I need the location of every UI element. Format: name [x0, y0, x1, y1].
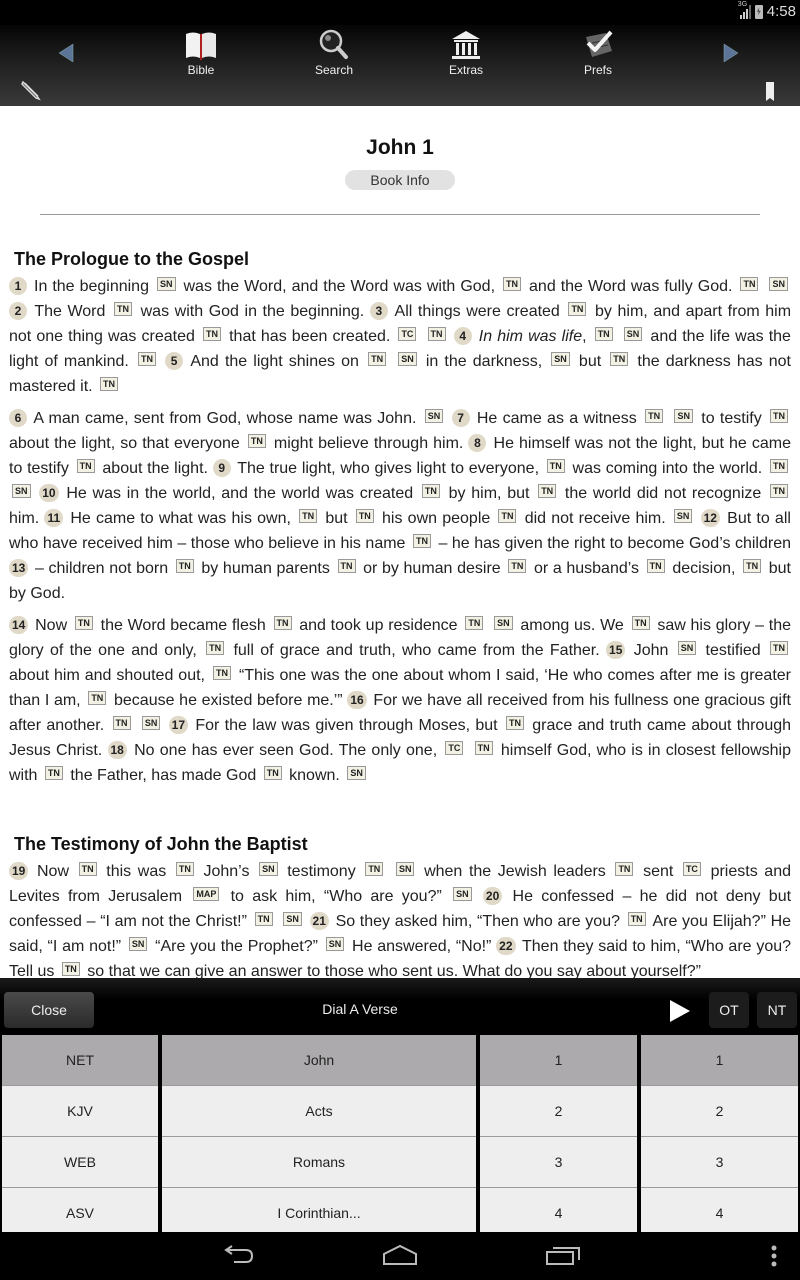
old-testament-button[interactable]: OT — [709, 992, 749, 1028]
verse-text: He came to what was his own, — [70, 510, 291, 527]
note-sn-button[interactable]: SN — [326, 937, 345, 951]
translation-option[interactable]: KJV — [2, 1086, 158, 1137]
verse-number[interactable]: 19 — [9, 862, 28, 880]
note-tn-button[interactable]: TN — [615, 862, 633, 876]
verse-text: No one has ever seen God. The only one, — [134, 742, 438, 759]
note-tn-button[interactable]: TN — [770, 409, 788, 423]
verse-number[interactable]: 2 — [9, 302, 27, 320]
verse-text: known. — [289, 767, 340, 784]
note-sn-button[interactable]: SN — [674, 409, 693, 423]
verse-text: Now — [36, 863, 69, 880]
verse-number[interactable]: 17 — [169, 716, 188, 734]
verse-text: priests and Levites from Jerusalem — [9, 863, 792, 905]
translation-option[interactable]: NET — [2, 1035, 158, 1086]
note-tc-button[interactable]: TC — [398, 327, 416, 341]
verse-text: Now — [35, 617, 68, 634]
book-info-button[interactable]: Book Info — [345, 170, 455, 190]
verse-text: So they asked him, “Then who are you? — [335, 913, 620, 930]
book-option[interactable]: I Corinthian... — [162, 1188, 476, 1232]
new-testament-button[interactable]: NT — [757, 992, 797, 1028]
book-wheel[interactable] — [162, 1035, 476, 1232]
verse-text: testified — [705, 642, 761, 659]
verse-text: “Are you the Prophet?” — [155, 938, 318, 955]
note-tn-button[interactable]: TN — [45, 766, 63, 780]
note-tn-button[interactable]: TN — [743, 559, 761, 573]
section-testimony — [0, 834, 800, 978]
chapter-wheel[interactable] — [480, 1035, 637, 1232]
toolbar-search-label: Search — [314, 63, 354, 77]
note-sn-button[interactable]: SN — [12, 484, 31, 498]
verse-text: For the law was given through Moses, but — [195, 717, 498, 734]
note-tn-button[interactable]: TN — [203, 327, 221, 341]
toolbar-prefs-button[interactable] — [553, 29, 643, 77]
verse-text: the Father, has made God — [70, 767, 257, 784]
divider — [40, 214, 760, 215]
verse-text: among us. We — [520, 617, 624, 634]
note-tn-button[interactable]: TN — [75, 616, 93, 630]
verse-text: – children not born — [35, 560, 169, 577]
verse-text: All things were created — [394, 303, 560, 320]
triangle-right-icon — [721, 42, 741, 64]
note-tn-button[interactable]: TN — [113, 716, 131, 730]
verse-text: He came as a witness — [476, 410, 637, 427]
note-tn-button[interactable]: TN — [506, 716, 524, 730]
dial-header — [0, 978, 800, 1033]
note-sn-button[interactable]: SN — [769, 277, 788, 291]
play-icon — [666, 998, 692, 1024]
note-tn-button[interactable]: TN — [508, 559, 526, 573]
verse-text: was the Word, and the Word was with God, — [183, 278, 496, 295]
verse-text: was coming into the world. — [572, 460, 763, 477]
bookmark-icon — [765, 82, 775, 101]
chapter-title: John 1 — [366, 136, 434, 159]
translation-wheel[interactable] — [2, 1035, 158, 1232]
bookmark-button[interactable] — [765, 82, 775, 101]
toolbar-extras-label: Extras — [448, 63, 483, 77]
verse-text: was with God in the beginning. — [140, 303, 365, 320]
note-tc-button[interactable]: TC — [445, 741, 463, 755]
note-tn-button[interactable]: TN — [213, 666, 231, 680]
bible-reader-content[interactable] — [0, 106, 800, 978]
note-sn-button[interactable]: SN — [396, 862, 415, 876]
system-navigation-bar — [0, 1232, 800, 1280]
verse-text: did not receive him. — [524, 510, 666, 527]
note-tn-button[interactable]: TN — [610, 352, 628, 366]
verse-text: the darkness has not mastered it. — [9, 353, 791, 395]
verse-text: For we have all received from his fullness one gracious gift after another. — [9, 692, 792, 734]
verse-text: because he existed before me.’” — [114, 692, 343, 709]
verse-number[interactable]: 22 — [496, 937, 515, 955]
chapter-option[interactable]: 1 — [480, 1035, 637, 1086]
pencil-icon — [20, 79, 42, 101]
verse-text: or a husband’s — [533, 560, 640, 577]
library-icon — [448, 29, 484, 61]
verse-text: He answered, “No!” — [352, 938, 492, 955]
verse-option[interactable]: 4 — [641, 1188, 798, 1232]
verse-text: that has been created. — [229, 328, 391, 345]
note-sn-button[interactable]: SN — [142, 716, 161, 730]
note-tn-button[interactable]: TN — [770, 459, 788, 473]
note-tc-button[interactable]: TC — [683, 862, 701, 876]
previous-chapter-button[interactable] — [56, 42, 76, 64]
paragraph — [0, 274, 800, 399]
verse-text: He confessed – he did not deny but confessed – “I am not the Christ!” — [9, 888, 792, 930]
note-tn-button[interactable]: TN — [255, 912, 273, 926]
book-icon — [183, 29, 219, 61]
paragraph — [0, 859, 800, 978]
verse-number[interactable]: 1 — [9, 277, 27, 295]
note-tn-button[interactable]: TN — [176, 862, 194, 876]
verse-text: his own people — [382, 510, 491, 527]
paragraph — [0, 613, 800, 788]
note-sn-button[interactable]: SN — [674, 509, 693, 523]
note-tn-button[interactable]: TN — [413, 534, 431, 548]
note-tn-button[interactable]: TN — [264, 766, 282, 780]
verse-text: full of grace and truth, who came from the Father. — [233, 642, 600, 659]
verse-text: the world did not recognize — [564, 485, 762, 502]
note-tn-button[interactable]: TN — [538, 484, 556, 498]
close-button[interactable]: Close — [4, 992, 94, 1028]
recents-button[interactable] — [545, 1244, 581, 1271]
note-sn-button[interactable]: SN — [425, 409, 444, 423]
toolbar-search-button[interactable] — [289, 29, 379, 77]
verse-text: The true light, who gives light to everyone, — [237, 460, 540, 477]
recents-icon — [545, 1244, 581, 1266]
next-chapter-button[interactable] — [721, 42, 741, 64]
note-tn-button[interactable]: TN — [88, 691, 106, 705]
verse-text: John’s — [203, 863, 250, 880]
verse-text: about the light, so that everyone — [9, 435, 240, 452]
note-tn-button[interactable]: TN — [645, 409, 663, 423]
verse-number[interactable]: 3 — [370, 302, 388, 320]
note-sn-button[interactable]: SN — [157, 277, 176, 291]
verse-text: and the life was the light of mankind. — [9, 328, 791, 370]
verse-number[interactable]: 20 — [483, 887, 502, 905]
verse-text: or by human desire — [363, 560, 501, 577]
note-tn-button[interactable]: TN — [274, 616, 292, 630]
note-tn-button[interactable]: TN — [498, 509, 516, 523]
note-tn-button[interactable]: TN — [475, 741, 493, 755]
verse-number[interactable]: 10 — [39, 484, 58, 502]
verse-text: might believe through him. — [273, 435, 464, 452]
book-option[interactable]: Romans — [162, 1137, 476, 1188]
verse-text: grace and truth came about through Jesus Christ. — [9, 717, 792, 759]
verse-text: But to all who have received him – those who believe in his name — [9, 510, 791, 552]
overflow-menu-button[interactable] — [770, 1244, 778, 1273]
status-bar — [0, 0, 800, 25]
note-tn-button[interactable]: TN — [100, 377, 118, 391]
note-tn-button[interactable]: TN — [206, 641, 224, 655]
verse-text: And the light shines on — [190, 353, 359, 370]
verse-text: but by God. — [9, 560, 791, 602]
verse-text: The Word — [34, 303, 106, 320]
verse-text: but — [578, 353, 602, 370]
verse-text: to testify — [701, 410, 762, 427]
verse-text: so that we can give an answer to those who sent us. What do you say about yourself?” — [87, 963, 701, 978]
verse-text: by him, but — [448, 485, 530, 502]
verse-text: this was — [106, 863, 167, 880]
verse-text: , — [582, 328, 587, 345]
note-sn-button[interactable]: SN — [453, 887, 472, 901]
toolbar-prefs-label: Prefs — [583, 63, 612, 77]
edit-note-button[interactable] — [20, 79, 42, 101]
note-tn-button[interactable]: TN — [114, 302, 132, 316]
signal-icon: 3G — [740, 5, 751, 19]
clock: 4:58 — [766, 3, 796, 20]
note-tn-button[interactable]: TN — [628, 912, 646, 926]
dial-wheels — [0, 1035, 800, 1232]
note-tn-button[interactable]: TN — [365, 862, 383, 876]
note-tn-button[interactable]: TN — [568, 302, 586, 316]
verse-number[interactable]: 18 — [108, 741, 127, 759]
home-icon — [382, 1244, 418, 1266]
verse-text: in the darkness, — [425, 353, 543, 370]
verse-text: about the light. — [102, 460, 208, 477]
chapter-option[interactable]: 3 — [480, 1137, 637, 1188]
verse-text: In the beginning — [34, 278, 149, 295]
dial-a-verse-panel — [0, 978, 800, 1232]
verse-text: him. — [9, 510, 40, 527]
back-icon — [220, 1244, 256, 1266]
verse-text: himself God, who is in closest fellowship with — [9, 742, 792, 784]
verse-text: Are you Elijah?” He said, “I am not!” — [9, 913, 792, 955]
note-tn-button[interactable]: TN — [770, 641, 788, 655]
verse-text: He himself was not the light, but he came to testify — [9, 435, 791, 477]
verse-text: – he has given the right to become God’s children — [438, 535, 792, 552]
verse-text: John — [633, 642, 669, 659]
verse-text: A man came, sent from God, whose name was John. — [33, 410, 417, 427]
note-tn-button[interactable]: TN — [465, 616, 483, 630]
note-tn-button[interactable]: TN — [503, 277, 521, 291]
verse-text: but — [325, 510, 348, 527]
toolbar-bible-label: Bible — [187, 63, 215, 77]
chapter-option[interactable]: 4 — [480, 1188, 637, 1232]
note-tn-button[interactable]: TN — [547, 459, 565, 473]
home-button[interactable] — [382, 1244, 418, 1271]
verse-text: testimony — [287, 863, 356, 880]
translation-option[interactable]: WEB — [2, 1137, 158, 1188]
verse-number[interactable]: 11 — [44, 509, 63, 527]
verse-number[interactable]: 21 — [310, 912, 329, 930]
verse-text-italic: In him was life — [478, 328, 583, 345]
verse-text: He was in the world, and the world was created — [66, 485, 414, 502]
verse-text: when the Jewish leaders — [424, 863, 606, 880]
verse-text: sent — [643, 863, 674, 880]
note-tn-button[interactable]: TN — [632, 616, 650, 630]
verse-text: by him, and apart from him not one thing was created — [9, 303, 792, 345]
note-tn-button[interactable]: TN — [770, 484, 788, 498]
verse-wheel[interactable] — [641, 1035, 798, 1232]
dial-title: Dial A Verse — [322, 1001, 398, 1017]
note-sn-button[interactable]: SN — [398, 352, 417, 366]
back-button[interactable] — [220, 1244, 256, 1271]
verse-number[interactable]: 7 — [452, 409, 470, 427]
note-tn-button[interactable]: TN — [138, 352, 156, 366]
book-option[interactable]: John — [162, 1035, 476, 1086]
checklist-icon — [580, 29, 616, 61]
verse-number[interactable]: 6 — [9, 409, 27, 427]
triangle-left-icon — [56, 42, 76, 64]
book-option[interactable]: Acts — [162, 1086, 476, 1137]
note-tn-button[interactable]: TN — [77, 459, 95, 473]
note-sn-button[interactable]: SN — [129, 937, 148, 951]
go-to-verse-button[interactable] — [666, 998, 692, 1024]
verse-number[interactable]: 4 — [454, 327, 472, 345]
note-sn-button[interactable]: SN — [494, 616, 513, 630]
note-tn-button[interactable]: TN — [422, 484, 440, 498]
toolbar-extras-button[interactable] — [421, 29, 511, 77]
verse-number[interactable]: 5 — [165, 352, 183, 370]
note-tn-button[interactable]: TN — [62, 962, 80, 976]
note-tn-button[interactable]: TN — [79, 862, 97, 876]
note-tn-button[interactable]: TN — [647, 559, 665, 573]
magnifier-icon — [316, 29, 352, 61]
note-sn-button[interactable]: SN — [259, 862, 278, 876]
paragraph — [0, 406, 800, 606]
verse-text: the Word became flesh — [100, 617, 266, 634]
note-sn-button[interactable]: SN — [678, 641, 697, 655]
battery-icon — [755, 5, 763, 19]
verse-text: “This one was the one about whom I said, ‘He who comes after me is greater than I am, — [9, 667, 791, 709]
verse-number[interactable]: 12 — [701, 509, 720, 527]
verse-number[interactable]: 13 — [9, 559, 28, 577]
note-sn-button[interactable]: SN — [347, 766, 366, 780]
chapter-option[interactable]: 2 — [480, 1086, 637, 1137]
verse-option[interactable]: 3 — [641, 1137, 798, 1188]
verse-text: saw his glory – the glory of the one and only, — [9, 617, 792, 659]
note-sn-button[interactable]: SN — [283, 912, 302, 926]
section-prologue — [0, 249, 800, 788]
verse-number[interactable]: 8 — [468, 434, 486, 452]
note-tn-button[interactable]: TN — [176, 559, 194, 573]
note-tn-button[interactable]: TN — [368, 352, 386, 366]
note-tn-button[interactable]: TN — [740, 277, 758, 291]
overflow-menu-icon — [770, 1244, 778, 1268]
verse-number[interactable]: 9 — [213, 459, 231, 477]
note-tn-button[interactable]: TN — [428, 327, 446, 341]
note-tn-button[interactable]: TN — [338, 559, 356, 573]
verse-option[interactable]: 1 — [641, 1035, 798, 1086]
section-heading: The Prologue to the Gospel — [14, 249, 250, 269]
verse-number[interactable]: 14 — [9, 616, 28, 634]
note-tn-button[interactable]: TN — [595, 327, 613, 341]
main-toolbar — [0, 25, 800, 106]
verse-number[interactable]: 16 — [347, 691, 366, 709]
verse-text: to ask him, “Who are you?” — [230, 888, 442, 905]
note-sn-button[interactable]: SN — [551, 352, 570, 366]
note-tn-button[interactable]: TN — [299, 509, 317, 523]
section-heading: The Testimony of John the Baptist — [14, 834, 308, 854]
verse-option[interactable]: 2 — [641, 1086, 798, 1137]
verse-number[interactable]: 15 — [606, 641, 625, 659]
verse-text: Then they said to him, “Who are you? Tell us — [9, 938, 792, 978]
toolbar-bible-button[interactable] — [156, 29, 246, 77]
verse-text: by human parents — [201, 560, 330, 577]
verse-text: and the Word was fully God. — [529, 278, 733, 295]
verse-text: and took up residence — [299, 617, 458, 634]
note-tn-button[interactable]: TN — [248, 434, 266, 448]
verse-text: decision, — [672, 560, 736, 577]
note-tn-button[interactable]: TN — [356, 509, 374, 523]
verse-text: about him and shouted out, — [9, 667, 205, 684]
note-map-button[interactable]: MAP — [193, 887, 219, 901]
translation-option[interactable]: ASV — [2, 1188, 158, 1232]
note-sn-button[interactable]: SN — [624, 327, 643, 341]
